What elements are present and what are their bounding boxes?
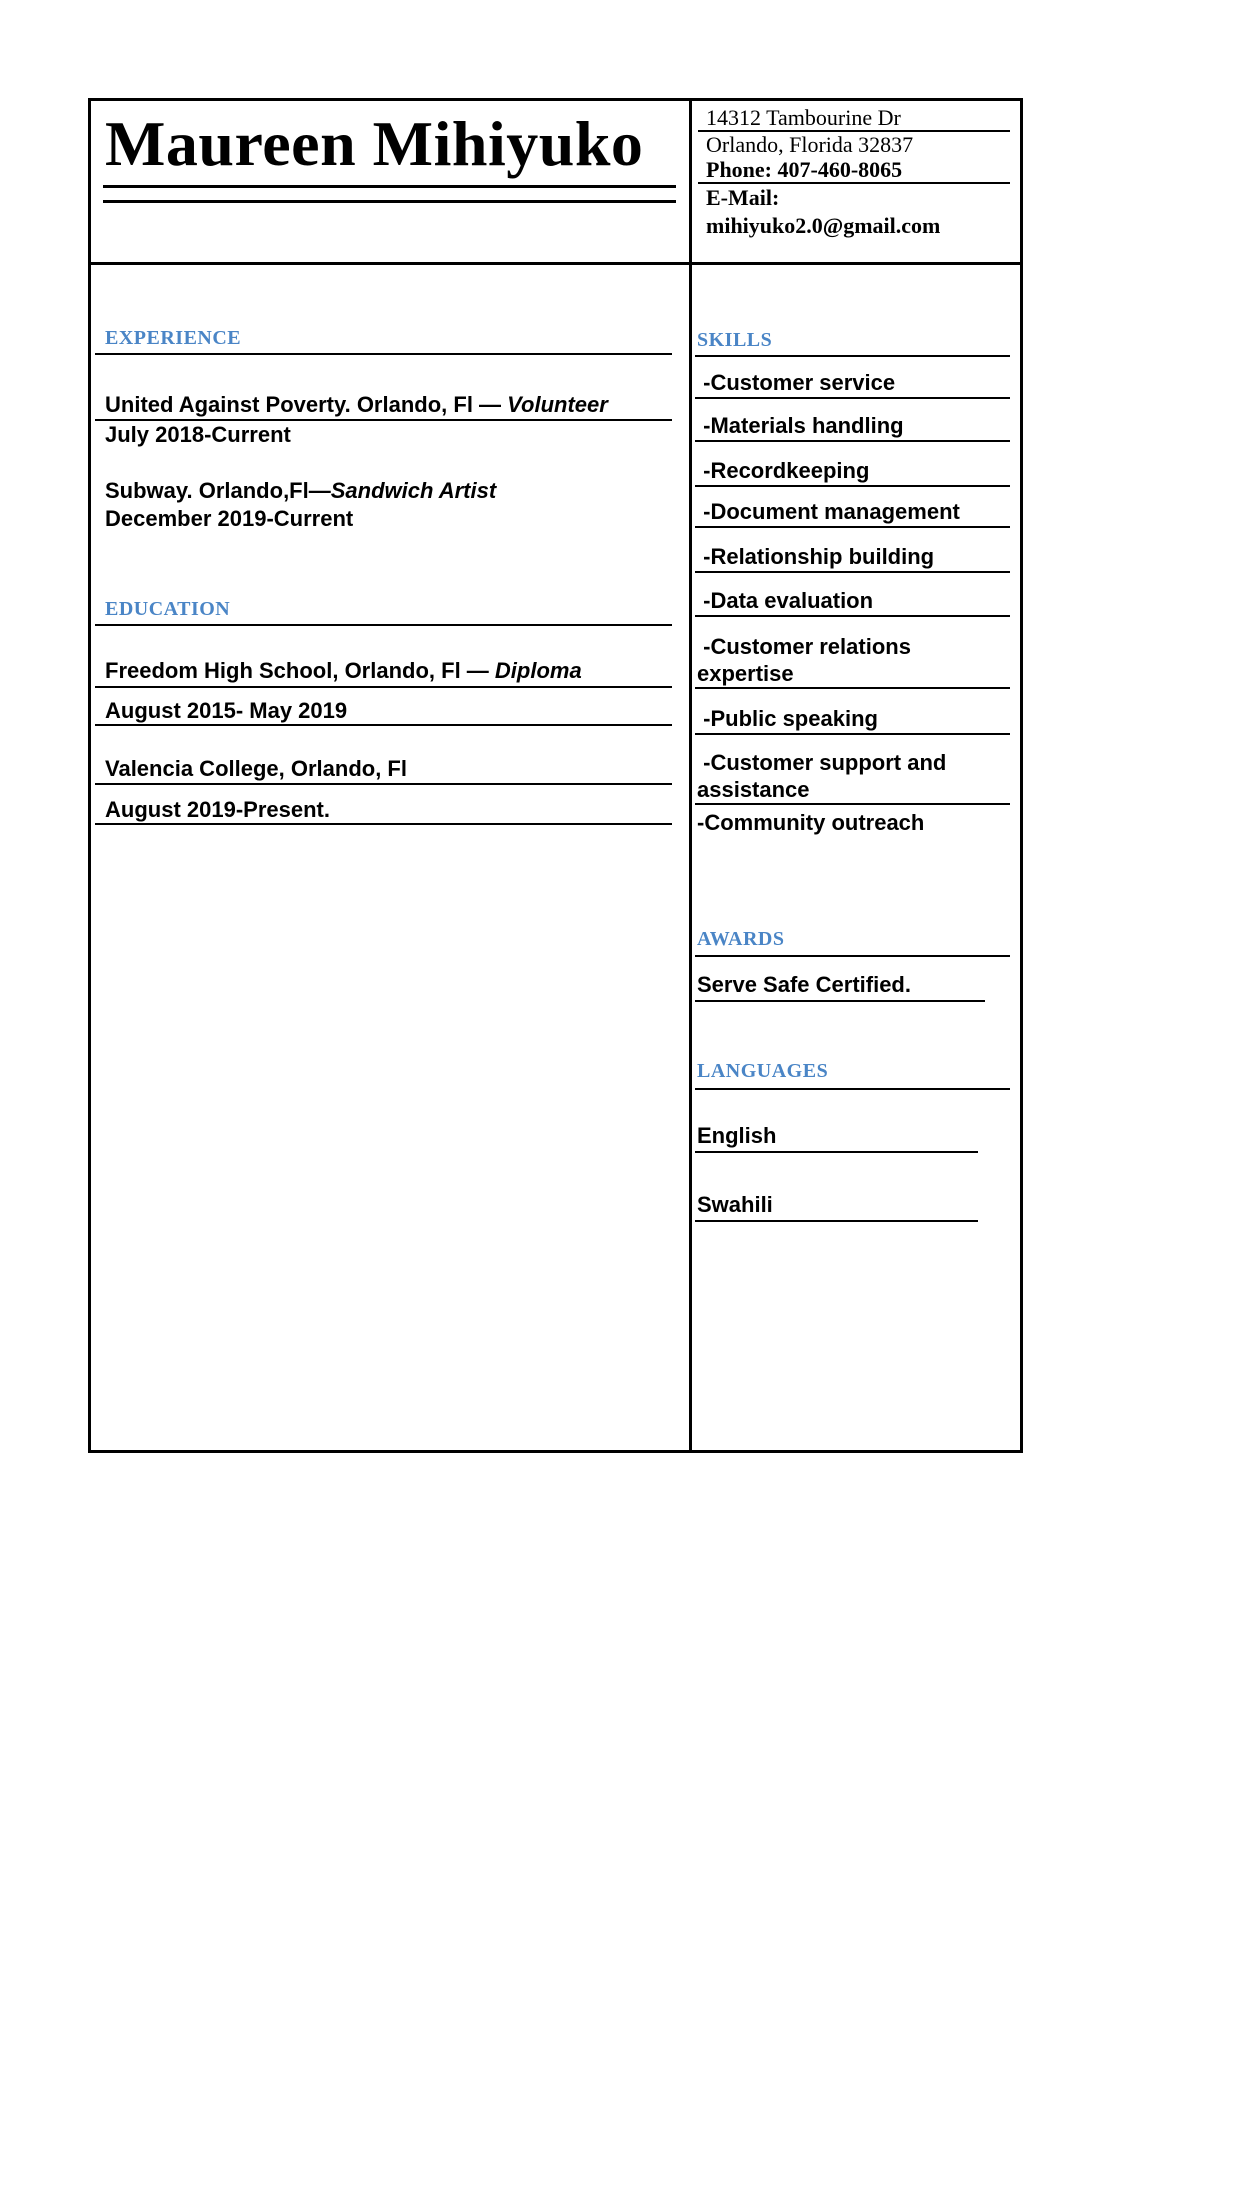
skill-item: -Public speaking — [695, 705, 1010, 735]
contact-email: mihiyuko2.0@gmail.com — [706, 213, 941, 238]
school-name-row — [95, 755, 672, 785]
skills-heading: SKILLS — [697, 329, 773, 351]
school-dates: August 2019-Present. — [95, 797, 672, 825]
language-item: English — [695, 1121, 978, 1153]
job-title-main: Subway. Orlando,Fl— — [105, 478, 331, 503]
skill-item: -Customer support and assistance — [695, 749, 1010, 805]
job-dates: December 2019-Current — [105, 506, 354, 531]
skill-item: -Community outreach — [697, 810, 925, 835]
skill-item: -Customer relations expertise — [695, 633, 1010, 689]
contact-address-line1: 14312 Tambourine Dr — [698, 106, 1010, 132]
school-name-main: Freedom High School, Orlando, Fl — — [105, 658, 495, 683]
skill-item: -Customer service — [695, 369, 1010, 399]
education-heading-row — [95, 596, 672, 626]
contact-phone: Phone: 407-460-8065 — [698, 158, 1010, 184]
job-title-role: Volunteer — [507, 392, 608, 417]
job-dates: July 2018-Current — [105, 422, 291, 447]
award-item: Serve Safe Certified. — [695, 970, 985, 1002]
job-title-main: United Against Poverty. Orlando, Fl — — [105, 392, 508, 417]
experience-heading-row — [95, 325, 672, 355]
school-name-detail: Diploma — [494, 658, 582, 683]
job-title-role: Sandwich Artist — [330, 478, 497, 503]
skill-item: -Relationship building — [695, 543, 1010, 573]
school-name-row — [95, 656, 672, 688]
job-title-row — [95, 477, 672, 505]
skill-item: -Document management — [695, 498, 1010, 528]
awards-heading: AWARDS — [697, 928, 785, 950]
school-name-main: Valencia College, Orlando, Fl — [105, 756, 407, 781]
skill-item: -Data evaluation — [695, 587, 1010, 617]
skill-item: -Recordkeeping — [695, 457, 1010, 487]
job-title-row — [95, 391, 672, 421]
name-underline-bottom — [103, 200, 676, 203]
person-name: Maureen Mihiyuko — [105, 108, 644, 179]
contact-email-label: E-Mail: — [706, 185, 780, 210]
left-column — [91, 265, 692, 1450]
languages-heading: LANGUAGES — [697, 1060, 829, 1082]
awards-heading-row — [695, 925, 1010, 957]
experience-heading: EXPERIENCE — [105, 327, 242, 349]
header-name-cell — [91, 101, 692, 262]
contact-cell — [692, 101, 1020, 262]
languages-heading-row — [695, 1056, 1010, 1090]
right-column — [692, 265, 1020, 1450]
name-underline-top — [103, 185, 676, 188]
language-item: Swahili — [695, 1190, 978, 1222]
skills-heading-row — [695, 327, 1010, 357]
body-row — [91, 265, 1020, 1450]
header-row — [91, 101, 1020, 265]
education-heading: EDUCATION — [105, 598, 231, 620]
contact-address-line2: Orlando, Florida 32837 — [706, 132, 914, 157]
resume-document — [88, 98, 1023, 1453]
school-dates: August 2015- May 2019 — [95, 698, 672, 726]
skill-item: -Materials handling — [695, 412, 1010, 442]
